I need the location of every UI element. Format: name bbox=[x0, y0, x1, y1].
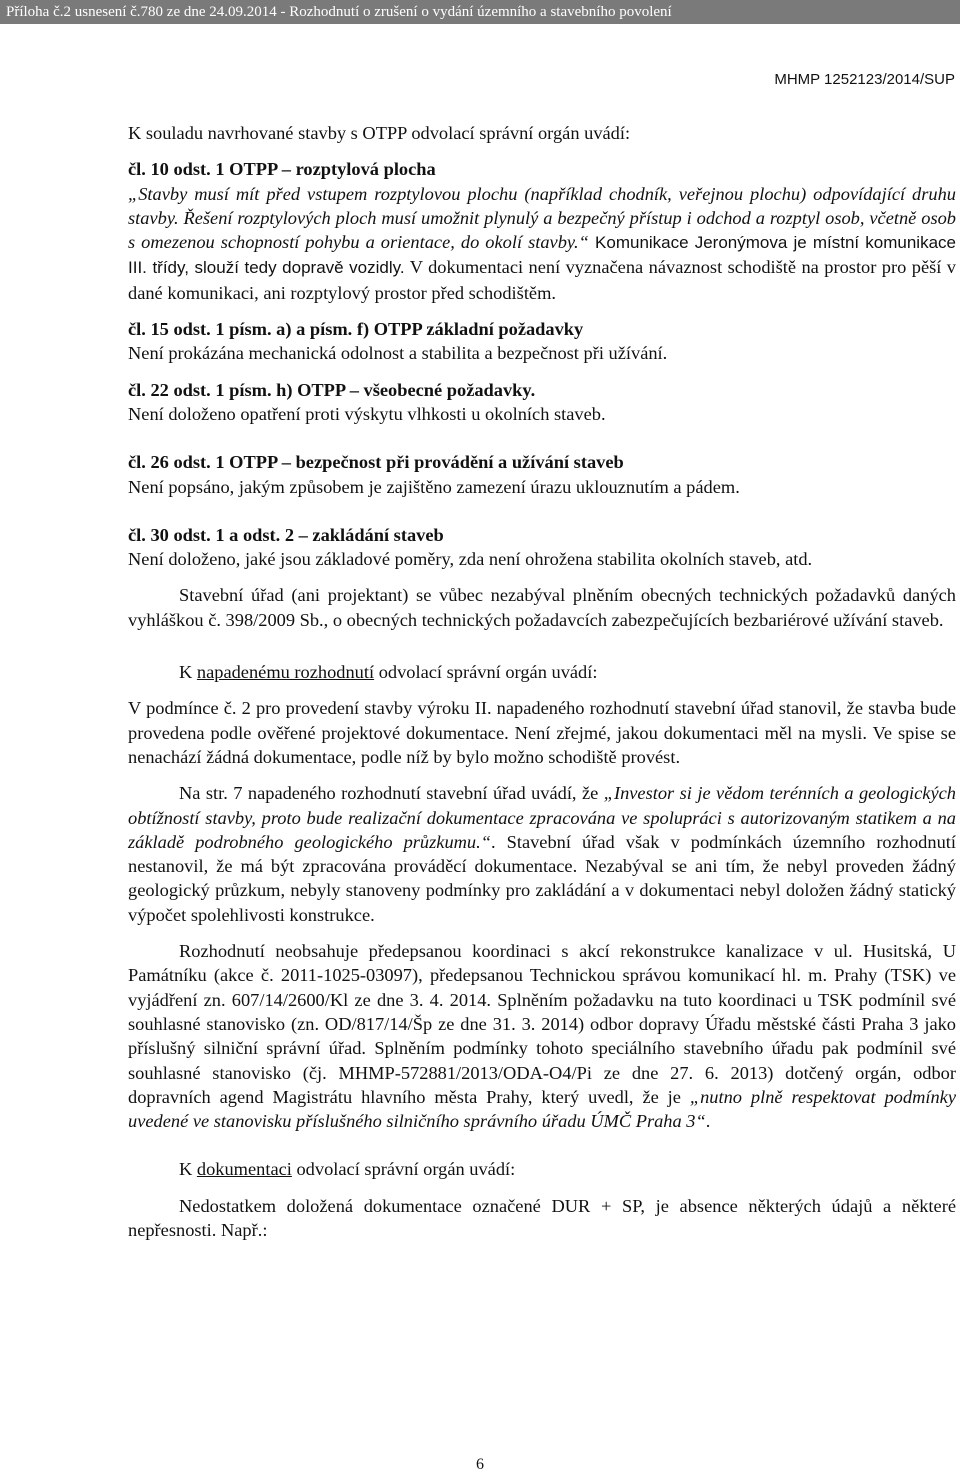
intro-prefix: K bbox=[179, 662, 197, 683]
header-banner bbox=[0, 0, 960, 24]
heading-cl-10: čl. 10 odst. 1 OTPP – rozptylová plocha bbox=[128, 159, 436, 180]
intro-prefix-dok: K bbox=[179, 1159, 197, 1180]
text-dokumentace-navaznost: V dokumentaci není vyznačena návaznost schodiště na prostor pro pěší v dané komunikaci, ani rozptylový prostor před schodištěm. bbox=[128, 257, 957, 303]
paragraph-nedostatkem: Nedostatkem doložená dokumentace označené DUR + SP, je absence některých údajů a některé nepřesnosti. Např.: bbox=[128, 1195, 956, 1240]
section-intro-otpp: K souladu navrhované stavby s OTPP odvolací správní orgán uvádí: bbox=[128, 123, 631, 143]
text-str-7-rest: . Stavební úřad však v podmínkách územního rozhodnutí nestanovil, že má být zpracována prováděcí dokumentace. Nezabýval se ani tím, že nebyl proveden žádný geologický průzkum, nebyly stanoveny podmínky pro zakládání a v dokumentaci nebyl doložen žádný statický výpočet spolehlivosti konstrukce. bbox=[128, 831, 956, 925]
paragraph-cl-10 bbox=[128, 182, 956, 305]
paragraph-str-7 bbox=[128, 781, 956, 927]
section-intro-dokumentace bbox=[128, 1157, 956, 1181]
intro-suffix-dok: odvolací správní orgán uvádí: bbox=[291, 1159, 516, 1180]
underlined-dokumentaci: dokumentaci bbox=[196, 1159, 292, 1180]
text-str-7-lead: Na str. 7 napadeného rozhodnutí stavební úřad uvádí, že bbox=[179, 783, 604, 804]
heading-cl-26: čl. 26 odst. 1 OTPP – bezpečnost při provádění a užívání staveb bbox=[128, 452, 624, 473]
quote-investor: „Investor si je vědom terénních a geologických obtížností stavby, proto bude realizační dokumentace zpracována ve spolupráci s autorizovaným statikem a na základě podrobného geologického průzkumu.“ bbox=[128, 783, 956, 852]
page-number: 6 bbox=[476, 1456, 484, 1473]
paragraph-cl-30: Není doloženo, jaké jsou základové poměry, zda není ohrožena stabilita okolních staveb, atd. bbox=[128, 549, 813, 570]
heading-cl-30: čl. 30 odst. 1 a odst. 2 – zakládání staveb bbox=[128, 524, 444, 545]
paragraph-koordinace bbox=[128, 939, 956, 1133]
paragraph-podminka-2: V podmínce č. 2 pro provedení stavby výroku II. napadeného rozhodnutí stavební úřad stanovil, že stavba bude provedena podle ověřené projektové dokumentace. Není zřejmé, jakou dokumentaci měl na mysli. Ve spise se nenachází žádná dokumentace, podle níž by bylo možno schodiště provést. bbox=[128, 698, 956, 767]
document-reference-number: MHMP 1252123/2014/SUP bbox=[774, 71, 955, 88]
heading-cl-15: čl. 15 odst. 1 písm. a) a písm. f) OTPP základní požadavky bbox=[128, 319, 584, 340]
paragraph-bezbarierove: Stavební úřad (ani projektant) se vůbec nezabýval plněním obecných technických požadavků daných vyhláškou č. 398/2009 Sb., o obecných technických požadavcích zabezpečujících bezbariérové užívání staveb. bbox=[128, 585, 956, 630]
paragraph-cl-15: Není prokázána mechanická odolnost a stabilita a bezpečnost při užívání. bbox=[128, 343, 668, 364]
paragraph-cl-22: Není doloženo opatření proti výskytu vlhkosti u okolních staveb. bbox=[128, 403, 606, 424]
heading-cl-22: čl. 22 odst. 1 písm. h) OTPP – všeobecné požadavky. bbox=[128, 379, 536, 400]
intro-suffix: odvolací správní orgán uvádí: bbox=[374, 662, 598, 683]
paragraph-cl-26: Není popsáno, jakým způsobem je zajištěno zamezení úrazu uklouznutím a pádem. bbox=[128, 476, 740, 497]
text-koordinace-end: . bbox=[705, 1111, 711, 1132]
quote-cl-10: „Stavby musí mít před vstupem rozptylovou plochu (například chodník, veřejnou plochu) odpovídající druhu stavby. Řešení rozptylových ploch musí umožnit plynulý a bezpečný přístup i odchod a rozptyl osob, včetně osob s omezenou schopností pohybu a orientace, do okolí stavby.“ bbox=[128, 183, 956, 253]
quote-nutno-respektovat: „nutno plně respektovat podmínky uvedené ve stanovisku příslušného silničního správního úřadu ÚMČ Praha 3“ bbox=[128, 1086, 956, 1132]
underlined-napadenemu-rozhodnuti: napadenému rozhodnutí bbox=[196, 662, 375, 683]
header-banner-text: Příloha č.2 usnesení č.780 ze dne 24.09.2014 - Rozhodnutí o zrušení o vydání územního a stavebního povolení bbox=[6, 4, 672, 20]
text-komunikace: Komunikace Jeronýmova je místní komunikace III. třídy, slouží tedy dopravě vozidly. bbox=[128, 233, 956, 278]
text-koordinace: Rozhodnutí neobsahuje předepsanou koordinaci s akcí rekonstrukce kanalizace v ul. Husitská, U Památníku (akce č. 2011-1025-03097), předepsanou Technickou správou komunikací hl. m. Prahy (TSK) ve vyjádření zn. 607/14/2600/Kl ze dne 3. 4. 2014. Splněním požadavku na tuto koordinaci u TSK podmínil své souhlasné stanovisko (zn. OD/817/14/Šp ze dne 31. 3. 2014) odbor dopravy Úřadu městské části Praha 3 jako příslušný silniční správní úřad. Splněním podmínky tohoto speciálního stavebního úřadu pak podmínil své souhlasné stanovisko (čj. MHMP-572881/2013/ODA-O4/Pi ze dne 27. 6. 2013) dotčený orgán, odbor dopravních agend Magistrátu hlavního města Prahy, který uvedl, že je bbox=[128, 941, 956, 1107]
document-body bbox=[128, 121, 956, 1242]
section-intro-rozhodnuti bbox=[128, 660, 956, 684]
